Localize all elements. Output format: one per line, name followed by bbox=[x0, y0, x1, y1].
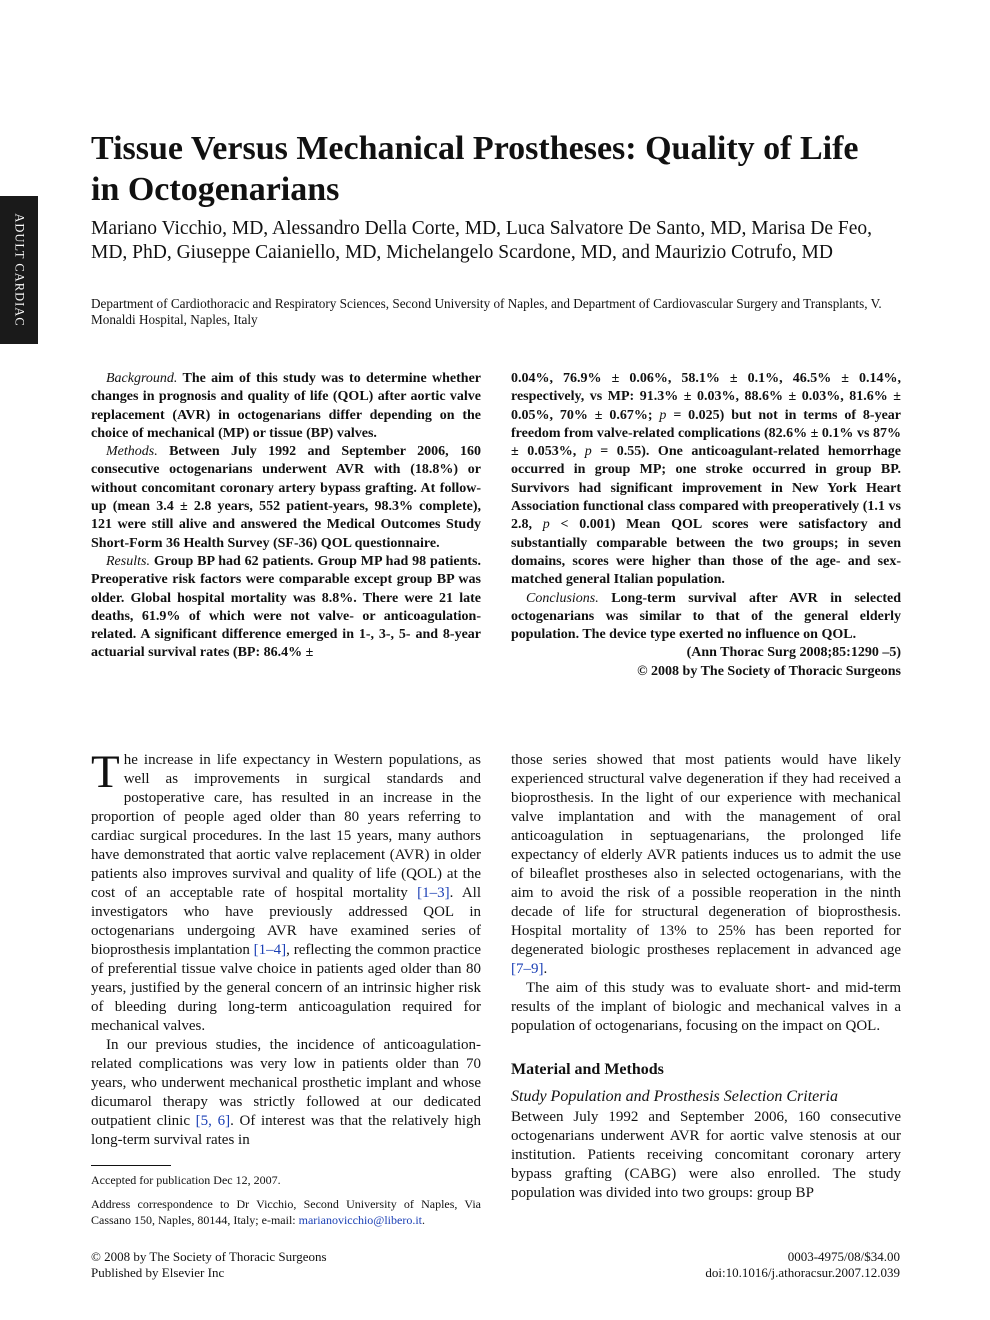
subsection-heading: Study Population and Prosthesis Selection Criteria bbox=[511, 1088, 838, 1105]
abstract-copyright: © 2008 by The Society of Thoracic Surgeons bbox=[637, 663, 901, 679]
reference-link-5-6[interactable]: [5, 6] bbox=[195, 1113, 231, 1129]
section-tab bbox=[0, 196, 38, 344]
abstract-results-continued: 0.04%, 76.9% ± 0.06%, 58.1% ± 0.1%, 46.5% ± 0.14%, respectively, vs MP: 91.3% ± 0.03%, 88.6% ± 0.03%, 81.6% ± 0.05%, 70% ± 0.67%; p = 0.025) but not in terms of 8-year freedom from valve-related complications (82.6% ± 0.1% vs 87% ± 0.053%, p = 0.55). One anticoagulant-related hemorrhage occurred in group MP; one stroke occurred in group BP. Survivors had significant improvement in New York Heart Association functional class compared with preoperatively (1.1 vs 2.8, p < 0.001) Mean QOL scores were satisfactory and substantially comparable between the two groups; in seven domains, scores were higher than those of the age- and sex-matched general Italian population. bbox=[511, 371, 902, 588]
reference-link-1-4[interactable]: [1–4] bbox=[253, 942, 287, 958]
footnote-accepted: Accepted for publication Dec 12, 2007. bbox=[91, 1173, 281, 1187]
intro-paragraph-1: The increase in life expectancy in Western populations, as well as improvements in surgical standards and postoperative care, has resulted in an increase in the proportion of people aged older than 80 years referring to cardiac surgical procedures. In the last 15 years, many authors have demonstrated that aortic valve replacement (AVR) in older patients also improves survival and quality of life (QOL) at the cost of an acceptable rate of hospital mortality [1–3]. All investigators who have previously addressed QOL in octogenarians undergoing AVR have examined series of bioprosthesis implantation [1–4], reflecting the common practice of preferential tissue valve choice in patients aged older than 80 years, justified by the general concern of an intrinsic higher risk of bleeding during long-term anticoagulation required for mechanical valves. bbox=[91, 746, 481, 1034]
reference-link-7-9[interactable]: [7–9] bbox=[511, 961, 544, 977]
body-right-column bbox=[511, 751, 901, 1203]
abstract-results: Results. Group BP had 62 patients. Group MP had 98 patients. Preoperative risk factors were comparable except group BP was older. Global hospital mortality was 8.8%. There were 21 late deaths, 61.9% of which were not valve- or anticoagulation-related. A significant difference emerged in 1-, 3-, 5- and 8-year actuarial survival rates (BP: 86.4% ± bbox=[91, 553, 481, 661]
footnote-rule bbox=[91, 1165, 171, 1166]
abstract-conclusions: Conclusions. Long-term survival after AVR in selected octogenarians was similar to that of the general elderly population. The device type exerted no influence on QOL. bbox=[511, 590, 901, 643]
section-heading-methods: Material and Methods bbox=[511, 1061, 664, 1078]
reference-link-1-3[interactable]: [1–3] bbox=[417, 885, 450, 901]
footer-issn: 0003-4975/08/$34.00 bbox=[787, 1249, 900, 1264]
email-link[interactable]: marianovicchio@libero.it bbox=[298, 1213, 422, 1227]
affiliation: Department of Cardiothoracic and Respiratory Sciences, Second University of Naples, and Department of Cardiovascular Surgery and Transplants, V. Monaldi Hospital, Naples, Italy bbox=[91, 296, 882, 327]
footer-publisher: Published by Elsevier Inc bbox=[91, 1265, 225, 1280]
journal-citation: (Ann Thorac Surg 2008;85:1290 –5) bbox=[686, 645, 901, 661]
abstract-methods: Methods. Between July 1992 and September 2006, 160 consecutive octogenarians underwent AVR with (18.8%) or without concomitant coronary artery bypass grafting. At follow-up (mean 3.4 ± 2.8 years, 552 patient-years, 98.3% complete), 121 were still alive and answered the Medical Outcomes Study Short-Form 36 Health Survey (SF-36) QOL questionnaire. bbox=[91, 444, 481, 551]
footer-doi: doi:10.1016/j.athoracsur.2007.12.039 bbox=[705, 1265, 900, 1280]
body-left-column bbox=[91, 746, 481, 1150]
intro-paragraph-2: In our previous studies, the incidence of anticoagulation-related complications was very low in patients older than 70 years, who underwent mechanical prosthetic implant and whose dicumarol therapy was strictly followed at our dedicated outpatient clinic [5, 6]. Of interest was that the relatively high long-term survival rates in bbox=[91, 1037, 481, 1148]
author-list: Mariano Vicchio, MD, Alessandro Della Corte, MD, Luca Salvatore De Santo, MD, Marisa De Feo, MD, PhD, Giuseppe Caianiello, MD, Michelangelo Scardone, MD, and Maurizio Cotrufo, MD bbox=[91, 218, 873, 263]
methods-paragraph-1: Between July 1992 and September 2006, 160 consecutive octogenarians underwent AVR for aortic valve stenosis at our institution. Patients receiving concomitant coronary artery bypass grafting (CABG) were also enrolled. The study population was divided into two groups: group BP bbox=[511, 1109, 901, 1201]
footer-right bbox=[705, 1249, 900, 1281]
intro-paragraph-3: those series showed that most patients would have likely experienced structural valve degeneration if they had received a bioprosthesis. In the light of our experience with mechanical valve implantation and with the management of oral anticoagulation in septuagenarians, the prolonged life expectancy of elderly AVR patients induces us to admit the use of bileaflet prostheses also in selected octogenarians, with the aim to avoid the risk of a possible reoperation in the ninth decade of life for structural degeneration of bioprosthesis. Hospital mortality of 13% to 25% has been reported for degenerated biologic prostheses replacement in advanced age [7–9]. bbox=[511, 752, 901, 977]
abstract-right-column bbox=[511, 370, 901, 681]
footer-left bbox=[91, 1249, 327, 1281]
footer-copyright: © 2008 by The Society of Thoracic Surgeons bbox=[91, 1249, 327, 1264]
footnote-address: Address correspondence to Dr Vicchio, Second University of Naples, Via Cassano 150, Naples, 80144, Italy; e-mail: marianovicchio@libero.it. bbox=[91, 1197, 481, 1227]
abstract-background: Background. The aim of this study was to determine whether changes in prognosis and quality of life (QOL) after aortic valve replacement (AVR) in octogenarians differ depending on the choice of mechanical (MP) or tissue (BP) valves. bbox=[91, 371, 481, 441]
section-tab-label: ADULT CARDIAC bbox=[12, 213, 27, 327]
article-title: Tissue Versus Mechanical Prostheses: Quality of Life in Octogenarians bbox=[91, 130, 859, 208]
abstract-left-column bbox=[91, 370, 481, 663]
drop-cap: T bbox=[91, 746, 120, 798]
intro-paragraph-4: The aim of this study was to evaluate short- and mid-term results of the implant of biologic and mechanical valves in a population of octogenarians, focusing on the impact on QOL. bbox=[511, 980, 901, 1034]
